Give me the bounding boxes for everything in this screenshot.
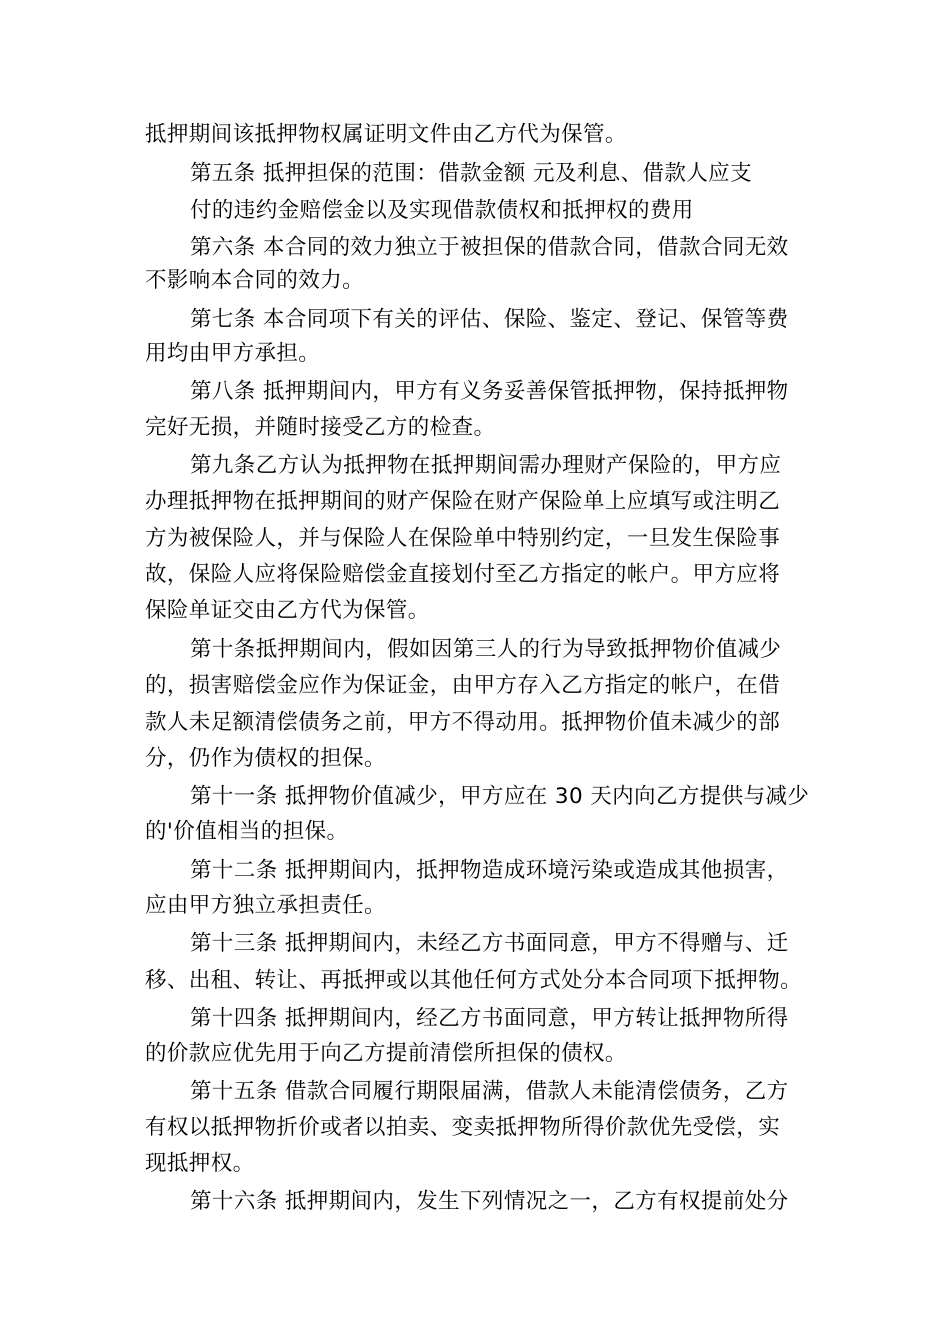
text-line: 付的违约金赔偿金以及实现借款债权和抵押权的费用: [190, 198, 694, 223]
text-line: 完好无损，并随时接受乙方的检查。: [145, 415, 496, 440]
text-line: 第九条乙方认为抵押物在抵押期间需办理财产保险的，甲方应: [190, 453, 782, 478]
text-line: 办理抵押物在抵押期间的财产保险在财产保险单上应填写或注明乙: [145, 489, 781, 514]
text-line: 移、出租、转让、再抵押或以其他任何方式处分本合同项下抵押物。: [145, 968, 803, 993]
text-line: 保险单证交由乙方代为保管。: [145, 598, 430, 623]
text-line: 第七条 本合同项下有关的评估、保险、鉴定、登记、保管等费: [190, 307, 789, 332]
text-line: 分，仍作为债权的担保。: [145, 746, 386, 771]
text-line: 第十三条 抵押期间内，未经乙方书面同意，甲方不得赠与、迁: [190, 931, 789, 956]
text-line: 方为被保险人，并与保险人在保险单中特别约定，一旦发生保险事: [145, 526, 781, 551]
text-line: 第十一条 抵押物价值减少，甲方应在 30 天内向乙方提供与减少: [190, 784, 810, 809]
text-line: 的'价值相当的担保。: [145, 819, 349, 844]
text-line: 第十五条 借款合同履行期限届满，借款人未能清偿债务，乙方: [190, 1079, 789, 1104]
text-line: 第八条 抵押期间内，甲方有义务妥善保管抵押物，保持抵押物: [190, 379, 789, 404]
text-line: 第十条抵押期间内，假如因第三人的行为导致抵押物价值减少: [190, 637, 782, 662]
text-line: 第十四条 抵押期间内，经乙方书面同意，甲方转让抵押物所得: [190, 1006, 789, 1031]
text-line: 用均由甲方承担。: [145, 341, 321, 366]
text-line: 第五条 抵押担保的范围：借款金额 元及利息、借款人应支: [190, 161, 752, 186]
text-line: 款人未足额清偿债务之前，甲方不得动用。抵押物价值未减少的部: [145, 710, 781, 735]
text-line: 的，损害赔偿金应作为保证金，由甲方存入乙方指定的帐户，在借: [145, 673, 781, 698]
text-line: 的价款应优先用于向乙方提前清偿所担保的债权。: [145, 1041, 627, 1066]
text-line: 故，保险人应将保险赔偿金直接划付至乙方指定的帐户。甲方应将: [145, 562, 781, 587]
text-line: 不影响本合同的效力。: [145, 268, 365, 293]
text-line: 抵押期间该抵押物权属证明文件由乙方代为保管。: [145, 122, 627, 147]
text-line: 第十二条 抵押期间内，抵押物造成环境污染或造成其他损害，: [190, 858, 789, 883]
text-line: 有权以抵押物折价或者以拍卖、变卖抵押物所得价款优先受偿，实: [145, 1115, 781, 1140]
text-line: 第十六条 抵押期间内，发生下列情况之一，乙方有权提前处分: [190, 1189, 789, 1214]
text-line: 第六条 本合同的效力独立于被担保的借款合同，借款合同无效: [190, 235, 789, 260]
text-line: 现抵押权。: [145, 1151, 255, 1176]
text-line: 应由甲方独立承担责任。: [145, 893, 386, 918]
